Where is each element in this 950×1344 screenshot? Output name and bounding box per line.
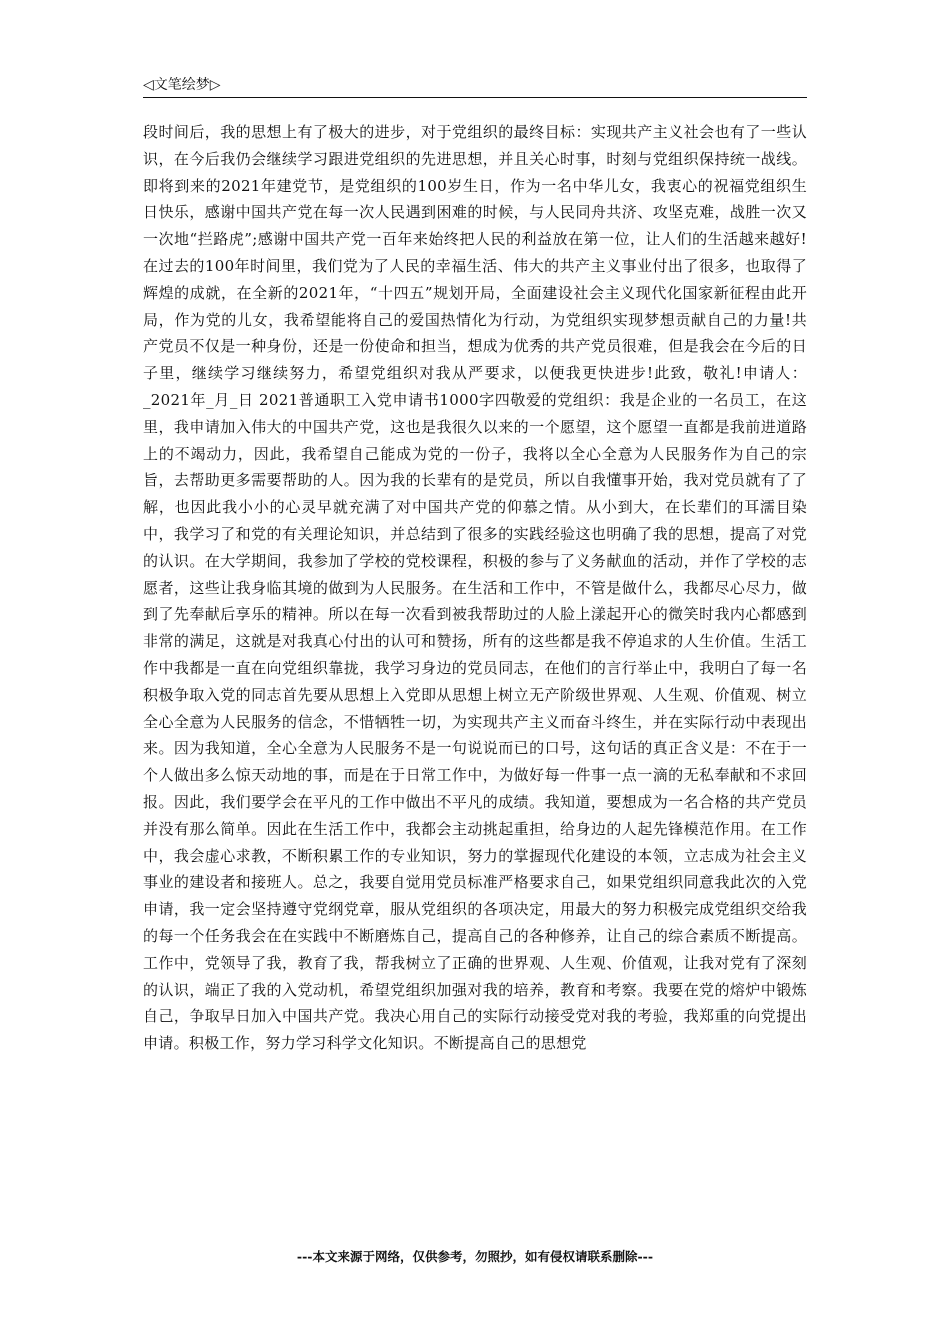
document-body: 段时间后，我的思想上有了极大的进步，对于党组织的最终目标：实现共产主义社会也有了一些认识，在今后我仍会继续学习跟进党组织的先进思想，并且关心时事，时刻与党组织保持统一战线。即将到来的2021年建党节，是党组织的100岁生日，作为一名中华儿女，我衷心的祝福党组织生日快乐，感谢中国共产党在每一次人民遇到困难的时候，与人民同舟共济、攻坚克难，战胜一次又一次地“拦路虎”;感谢中国共产党一百年来始终把人民的利益放在第一位，让人们的生活越来越好!在过去的100年时间里，我们党为了人民的幸福生活、伟大的共产主义事业付出了很多，也取得了辉煌的成就，在全新的2021年，“十四五”规划开局，全面建设社会主义现代化国家新征程由此开局，作为党的儿女，我希望能将自己的爱国热情化为行动，为党组织实现梦想贡献自己的力量!共产党员不仅是一种身份，还是一份使命和担当，想成为优秀的共产党员很难，但是我会在今后的日子里，继续学习继续努力，希望党组织对我从严要求，以便我更快进步!此致，敬礼!申请人：_2021年_月_日 2021普通职工入党申请书1000字四敬爱的党组织：我是企业的一名员工，在这里，我申请加入伟大的中国共产党，这也是我很久以来的一个愿望，这个愿望一直都是我前进道路上的不竭动力，因此，我希望自己能成为党的一份子，我将以全心全意为人民服务作为自己的宗旨，去帮助更多需要帮助的人。因为我的长辈有的是党员，所以自我懂事开始，我对党员就有了了解，也因此我小小的心灵早就充满了对中国共产党的仰慕之情。从小到大，在长辈们的耳濡目染中，我学习了和党的有关理论知识，并总结到了很多的实践经验这也明确了我的思想，提高了对党的认识。在大学期间，我参加了学校的党校课程，积极的参与了义务献血的活动，并作了学校的志愿者，这些让我身临其境的做到为人民服务。在生活和工作中，不管是做什么，我都尽心尽力，做到了先奉献后享乐的精神。所以在每一次看到被我帮助过的人脸上漾起开心的微笑时我内心都感到非常的满足，这就是对我真心付出的认可和赞扬，所有的这些都是我不停追求的人生价值。生活工作中我都是一直在向党组织靠拢，我学习身边的党员同志，在他们的言行举止中，我明白了每一名积极争取入党的同志首先要从思想上入党即从思想上树立无产阶级世界观、人生观、价值观、树立全心全意为人民服务的信念，不惜牺牲一切，为实现共产主义而奋斗终生，并在实际行动中表现出来。因为我知道，全心全意为人民服务不是一句说说而已的口号，这句话的真正含义是：不在于一个人做出多么惊天动地的事，而是在于日常工作中，为做好每一件事一点一滴的无私奉献和不求回报。因此，我们要学会在平凡的工作中做出不平凡的成绩。我知道，要想成为一名合格的共产党员并没有那么简单。因此在生活工作中，我都会主动挑起重担，给身边的人起先锋模范作用。在工作中，我会虚心求教，不断积累工作的专业知识，努力的掌握现代化建设的本领，立志成为社会主义事业的建设者和接班人。总之，我要自觉用党员标准严格要求自己，如果党组织同意我此次的入党申请，我一定会坚持遵守党纲党章，服从党组织的各项决定，用最大的努力积极完成党组织交给我的每一个任务我会在在实践中不断磨炼自己，提高自己的各种修养，让自己的综合素质不断提高。工作中，党领导了我，教育了我，帮我树立了正确的世界观、人生观、价值观，让我对党有了深刻的认识，端正了我的入党动机，希望党组织加强对我的培养，教育和考察。我要在党的熔炉中锻炼自己，争取早日加入中国共产党。我决心用自己的实际行动接受党对我的考验，我郑重的向党提出申请。积极工作，努力学习科学文化知识。不断提高自己的思想党 <box>143 123 807 1053</box>
header-logo-text: ◁文笔绘梦▷ <box>143 77 221 93</box>
footer-notice: ---本文来源于网络，仅供参考，勿照抄，如有侵权请联系删除--- <box>296 1249 654 1264</box>
page-header <box>143 74 807 98</box>
header-divider <box>143 97 807 98</box>
